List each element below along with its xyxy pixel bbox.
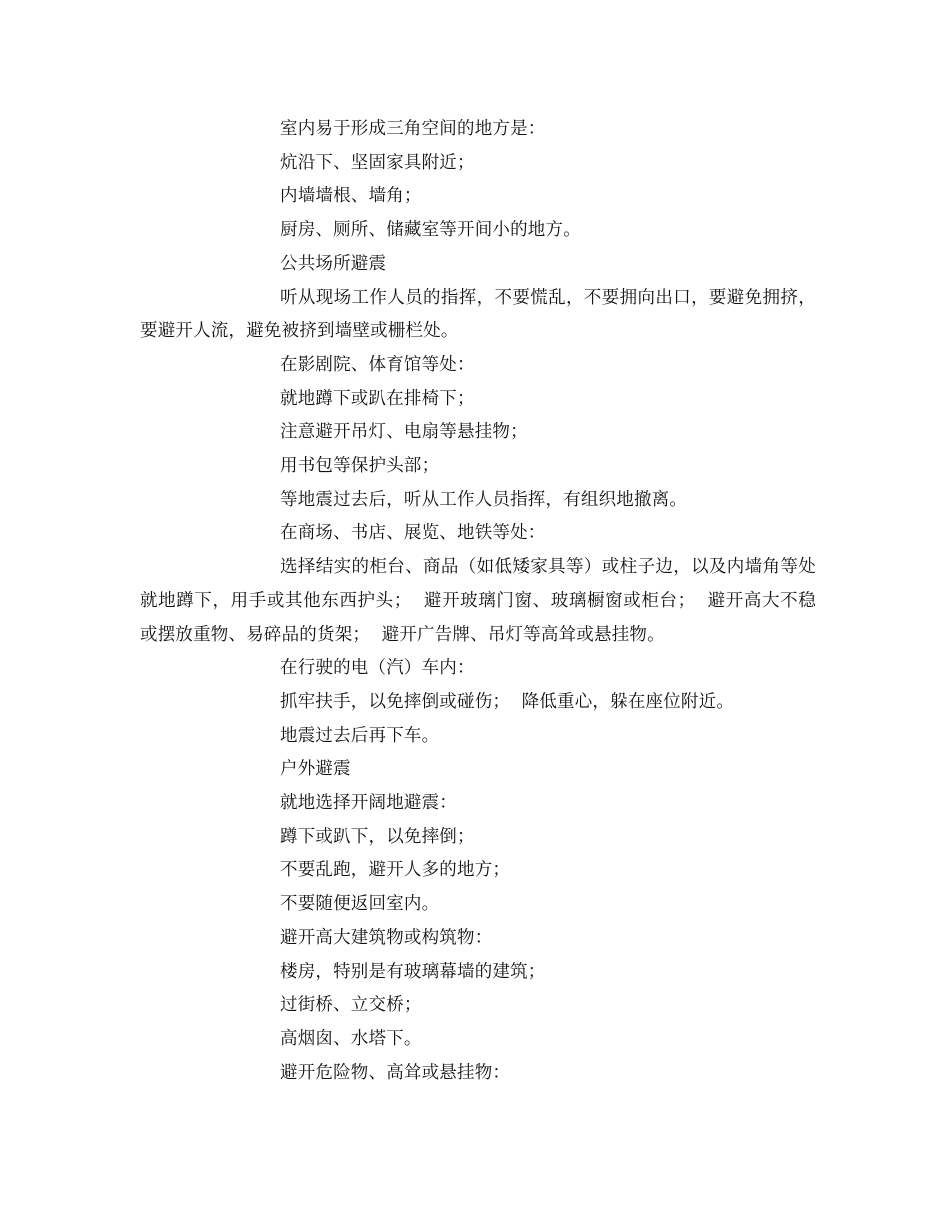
paragraph: 内墙墙根、墙角； [280,186,422,207]
paragraph: 等地震过去后，听从工作人员指挥，有组织地撤离。 [280,489,688,510]
paragraph: 听从现场工作人员的指挥，不要慌乱，不要拥向出口，要避免拥挤，要避开人流，避免被挤到墙壁或栅栏处。 [140,287,816,342]
paragraph: 炕沿下、坚固家具附近； [280,152,475,173]
paragraph: 不要随便返回室内。 [280,894,440,915]
paragraph: 避开危险物、高耸或悬挂物： [280,1062,511,1083]
section-heading: 公共场所避震 [280,253,387,274]
paragraph: 避开高大建筑物或构筑物： [280,927,493,948]
paragraph: 在行驶的电（汽）车内： [280,658,475,679]
paragraph: 在影剧院、体育馆等处： [280,354,475,375]
paragraph: 不要乱跑，避开人多的地方； [280,860,511,881]
paragraph: 在商场、书店、展览、地铁等处： [280,523,546,544]
paragraph: 地震过去后再下车。 [280,725,440,746]
paragraph: 高烟囱、水塔下。 [280,1028,422,1049]
section-heading: 户外避震 [280,759,351,780]
paragraph: 用书包等保护头部； [280,456,440,477]
paragraph: 蹲下或趴下，以免摔倒； [280,826,475,847]
paragraph: 就地选择开阔地避震： [280,793,457,814]
document-body [140,113,816,1090]
paragraph: 厨房、厕所、储藏室等开间小的地方。 [280,220,581,241]
paragraph: 室内易于形成三角空间的地方是： [280,119,546,139]
paragraph: 选择结实的柜台、商品（如低矮家具等）或柱子边，以及内墙角等处就地蹲下，用手或其他东西护头； 避开玻璃门窗、玻璃橱窗或柜台； 避开高大不稳或摆放重物、易碎品的货架； 避开广告牌、吊灯等高耸或悬挂物。 [140,557,816,645]
paragraph: 注意避开吊灯、电扇等悬挂物； [280,422,528,443]
paragraph: 过街桥、立交桥； [280,995,422,1016]
paragraph: 抓牢扶手，以免摔倒或碰伤； 降低重心，躲在座位附近。 [280,691,735,712]
paragraph: 就地蹲下或趴在排椅下； [280,388,475,409]
paragraph: 楼房，特别是有玻璃幕墙的建筑； [280,961,546,982]
